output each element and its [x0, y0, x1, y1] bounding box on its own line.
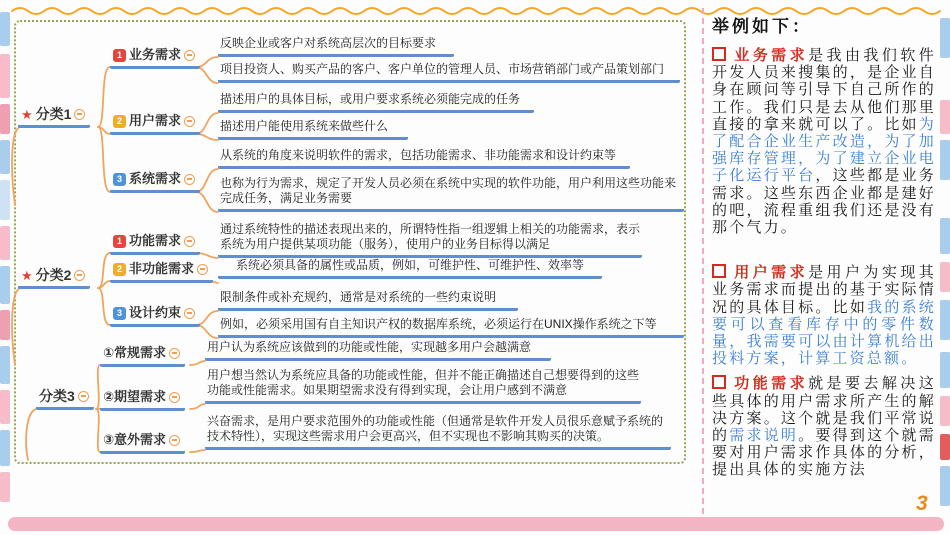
leaf-topic[interactable]: 系统必须具备的属性或品质，例如，可维护性、可维护性、效率等 — [218, 258, 602, 279]
note-section-user — [712, 264, 936, 367]
leaf-topic[interactable]: 描述用户的具体目标，或用户要求系统必须能完成的任务 — [218, 92, 534, 113]
leaf-topic[interactable]: 从系统的角度来说明软件的需求，包括功能需求、非功能需求和设计约束等 — [218, 148, 630, 169]
collapse-icon[interactable] — [74, 109, 85, 120]
node-label: 非功能需求 — [129, 261, 195, 276]
collapse-icon[interactable] — [169, 348, 180, 359]
leaf-topic[interactable]: 例如，必须采用国有自主知识产权的数据库系统，必须运行在UNIX操作系统之下等 — [218, 317, 684, 338]
note-title: 用户需求 — [733, 264, 809, 282]
node-label: 业务需求 — [129, 47, 182, 62]
mindmap-root-category1[interactable] — [18, 104, 90, 128]
root-label: 分类2 — [35, 267, 72, 283]
note-section-business — [712, 47, 936, 236]
collapse-icon[interactable] — [184, 50, 195, 61]
mindmap-node-design-constraint[interactable] — [110, 303, 200, 327]
note-text: 是用户为实现其业务需求而提出的基于实际情况的具体目标。比如 — [712, 264, 936, 316]
node-label: ①常规需求 — [103, 345, 167, 360]
mindmap-node-user-req[interactable] — [110, 111, 200, 135]
note-text: 。要得到这个就需要对用户需求作具体的分析，提出具体的实施方法 — [712, 427, 936, 479]
mindmap-root-category2[interactable] — [18, 265, 90, 289]
note-text: 是我由我们软件开发人员来搜集的，是企业自身在顾问等引导下自己所作的工作。我们只是去从他们那里直接的拿来就可以了。比如 — [712, 47, 936, 133]
leaf-topic[interactable]: 也称为行为需求，规定了开发人员必须在系统中实现的软件功能，用户利用这些功能来完成任务，满足业务需要 — [218, 176, 684, 212]
node-label: 用户需求 — [129, 113, 182, 128]
collapse-icon[interactable] — [169, 435, 180, 446]
root-label: 分类1 — [35, 106, 72, 122]
node-label: 功能需求 — [129, 233, 182, 248]
note-text: ，这些都是业务需求。这些东西企业都是建好的吧，流程重组我们还是没有那个气力。 — [712, 167, 937, 237]
collapse-icon[interactable] — [184, 174, 195, 185]
mindmap-node-expected-req[interactable] — [100, 387, 185, 411]
red-square-bullet-icon — [712, 264, 726, 278]
leaf-topic[interactable]: 用户认为系统应该做到的功能或性能，实现越多用户会越满意 — [205, 340, 551, 361]
mindmap-node-system-req[interactable] — [110, 169, 200, 193]
badge-1: 1 — [113, 49, 126, 62]
node-label: 设计约束 — [129, 305, 182, 320]
note-text: 就是要去解决这些具体的用户需求所产生的解决方案。这个就是我们平常说的 — [712, 375, 936, 445]
collapse-icon[interactable] — [169, 392, 180, 403]
note-text-highlight: 我的系统要可以查看库存中的零件数量，我需要可以由计算机给出投料方案，计算工资总额。 — [712, 298, 936, 368]
panel-header: 举例如下： — [712, 17, 812, 36]
node-label: ③意外需求 — [103, 432, 167, 447]
notes-panel — [712, 12, 936, 479]
mindmap-root-category3[interactable] — [36, 386, 94, 410]
mindmap-node-functional-req[interactable] — [110, 231, 200, 255]
leaf-topic[interactable]: 通过系统特性的描述表现出来的，所谓特性指一组逻辑上相关的功能需求，表示系统为用户提供某项功能（服务），使用户的业务目标得以满足 — [218, 222, 642, 258]
collapse-icon[interactable] — [197, 264, 208, 275]
note-section-functional — [712, 375, 936, 478]
mindmap-node-nonfunctional-req[interactable] — [110, 259, 213, 283]
node-label: ②期望需求 — [103, 389, 167, 404]
collapse-icon[interactable] — [184, 236, 195, 247]
star-icon: ★ — [21, 267, 33, 283]
red-square-bullet-icon — [712, 375, 726, 389]
mindmap-node-normal-req[interactable] — [100, 343, 185, 367]
note-text-highlight: 为了配合企业生产改造，为了加强库存管理，为了建立企业电子化运行平台 — [712, 115, 936, 185]
collapse-icon[interactable] — [184, 308, 195, 319]
badge-3: 3 — [113, 173, 126, 186]
badge-1: 1 — [113, 235, 126, 248]
leaf-topic[interactable]: 反映企业或客户对系统高层次的目标要求 — [218, 36, 454, 57]
note-text-highlight: 需求说明 — [729, 427, 799, 445]
mindmap-node-unexpected-req[interactable] — [100, 430, 185, 454]
collapse-icon[interactable] — [74, 270, 85, 281]
collapse-icon[interactable] — [184, 116, 195, 127]
node-label: 系统需求 — [129, 171, 182, 186]
mindmap-node-business-req[interactable] — [110, 45, 200, 69]
leaf-topic[interactable]: 项目投资人、购买产品的客户、客户单位的管理人员、市场营销部门或产品策划部门 — [218, 62, 680, 83]
badge-3: 3 — [113, 307, 126, 320]
leaf-topic[interactable]: 限制条件或补充规约，通常是对系统的一些约束说明 — [218, 290, 518, 311]
leaf-topic[interactable]: 兴奋需求，是用户要求范围外的功能或性能（但通常是软件开发人员很乐意赋予系统的技术特性），实现这些需求用户会更高兴，但不实现也不影响其购买的决策。 — [205, 414, 671, 450]
leaf-topic[interactable]: 用户想当然认为系统应具备的功能或性能，但并不能正确描述自己想要得到的这些功能或性能需求。如果期望需求没有得到实现，会让用户感到不满意 — [205, 368, 641, 404]
root-label: 分类3 — [39, 388, 75, 404]
badge-2: 2 — [113, 263, 126, 276]
badge-2: 2 — [113, 115, 126, 128]
red-square-bullet-icon — [712, 47, 726, 61]
page-number: 3 — [916, 492, 928, 515]
collapse-icon[interactable] — [78, 391, 89, 402]
note-title: 业务需求 — [733, 47, 809, 64]
note-title: 功能需求 — [733, 375, 809, 393]
leaf-topic[interactable]: 描述用户能使用系统来做些什么 — [218, 119, 408, 140]
star-icon: ★ — [21, 106, 33, 122]
